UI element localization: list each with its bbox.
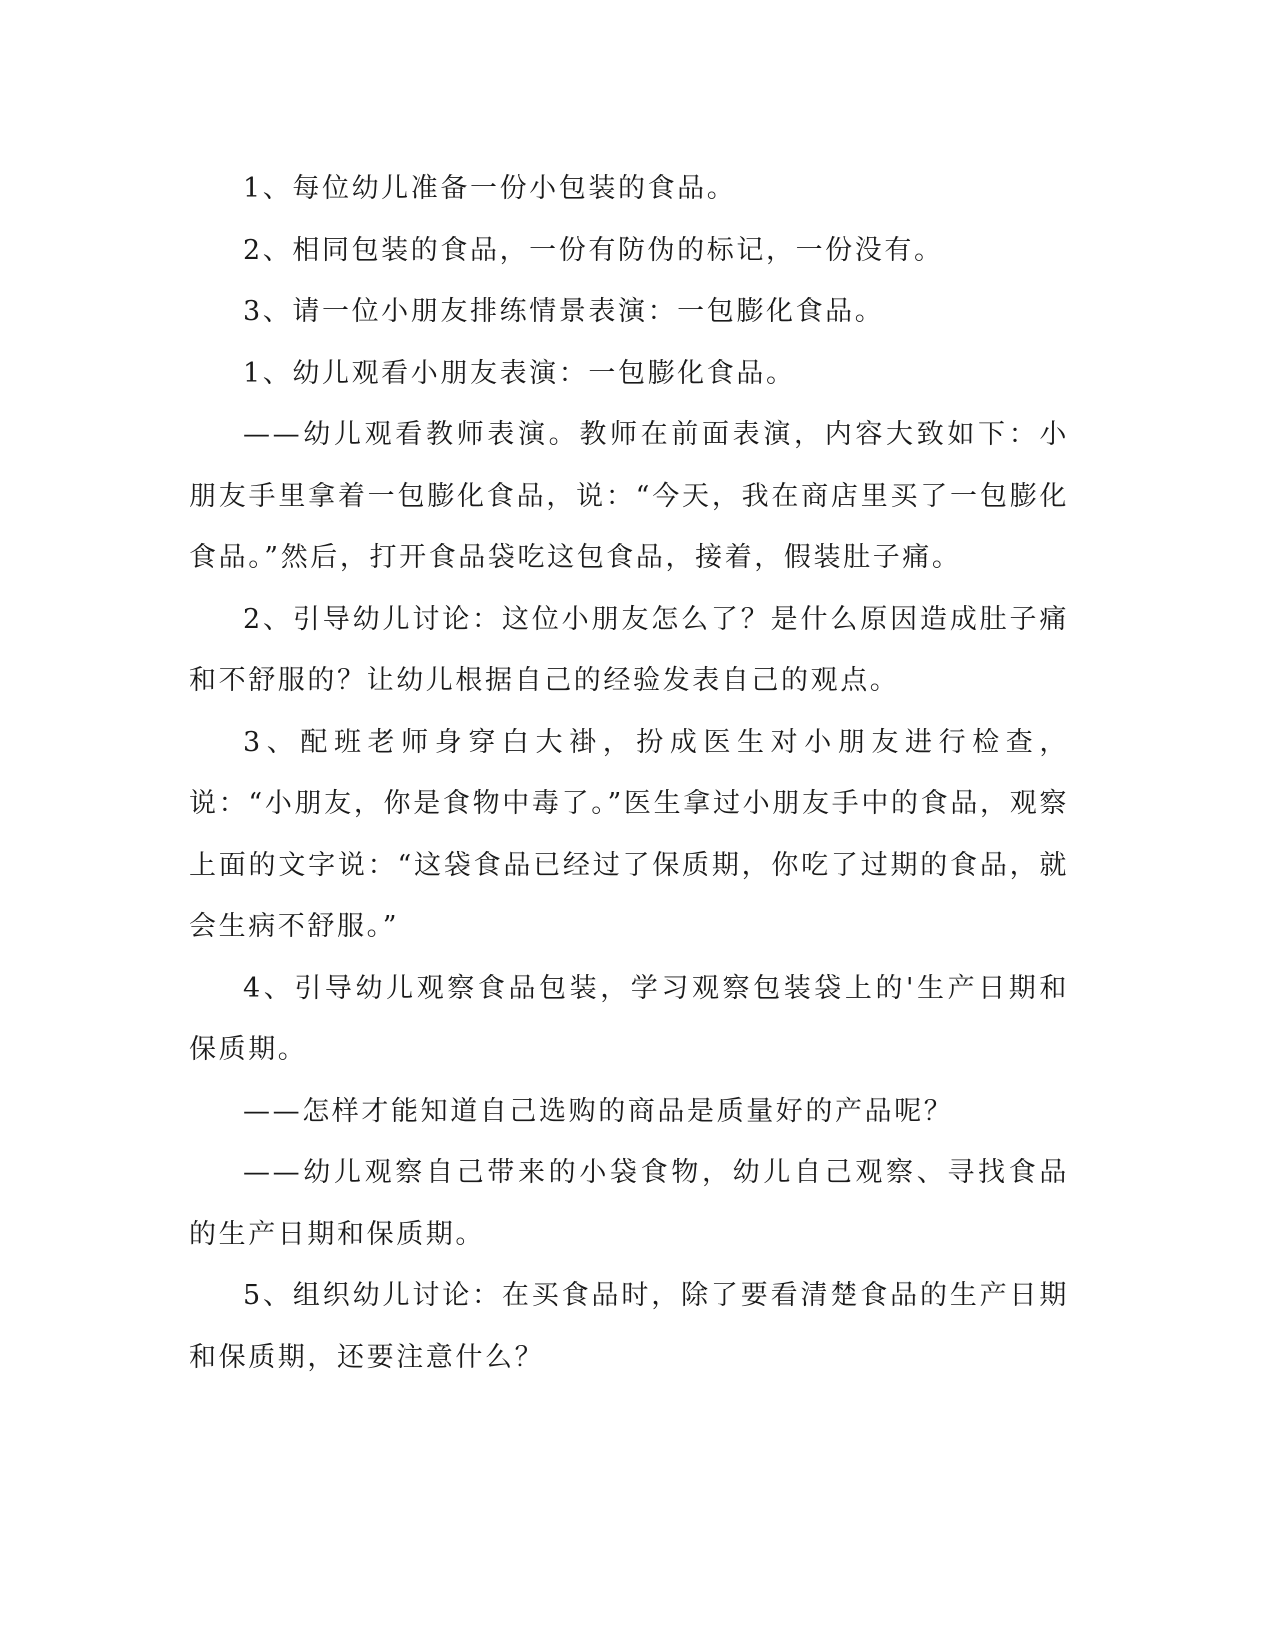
paragraph-2: 2、相同包装的食品，一份有防伪的标记，一份没有。 bbox=[243, 234, 944, 266]
paragraph-3: 3、请一位小朋友排练情景表演：一包膨化食品。 bbox=[243, 296, 885, 327]
paragraph-11: 5、组织幼儿讨论：在买食品时，除了要看清楚食品的生产日期和保质期，还要注意什么？ bbox=[189, 1280, 1069, 1373]
paragraph-10: ——幼儿观察自己带来的小袋食物，幼儿自己观察、寻找食品的生产日期和保质期。 bbox=[189, 1157, 1069, 1250]
paragraph-4: 1、幼儿观看小朋友表演：一包膨化食品。 bbox=[243, 357, 796, 389]
document-body bbox=[189, 158, 1069, 1388]
paragraph-7: 3、配班老师身穿白大褂，扮成医生对小朋友进行检查，说：“小朋友，你是食物中毒了。”医生拿过小朋友手中的食品，观察上面的文字说：“这袋食品已经过了保质期，你吃了过期的食品，就会生病不舒服。” bbox=[189, 726, 1069, 942]
paragraph-8: 4、引导幼儿观察食品包装，学习观察包装袋上的'生产日期和保质期。 bbox=[189, 972, 1069, 1065]
paragraph-9: ——怎样才能知道自己选购的商品是质量好的产品呢？ bbox=[243, 1095, 954, 1127]
paragraph-6: 2、引导幼儿讨论：这位小朋友怎么了？是什么原因造成肚子痛和不舒服的？让幼儿根据自己的经验发表自己的观点。 bbox=[189, 603, 1069, 696]
paragraph-1: 1、每位幼儿准备一份小包装的食品。 bbox=[243, 173, 737, 204]
paragraph-5: ——幼儿观看教师表演。教师在前面表演，内容大致如下：小朋友手里拿着一包膨化食品，说：“今天，我在商店里买了一包膨化食品。”然后，打开食品袋吃这包食品，接着，假装肚子痛。 bbox=[189, 419, 1069, 573]
